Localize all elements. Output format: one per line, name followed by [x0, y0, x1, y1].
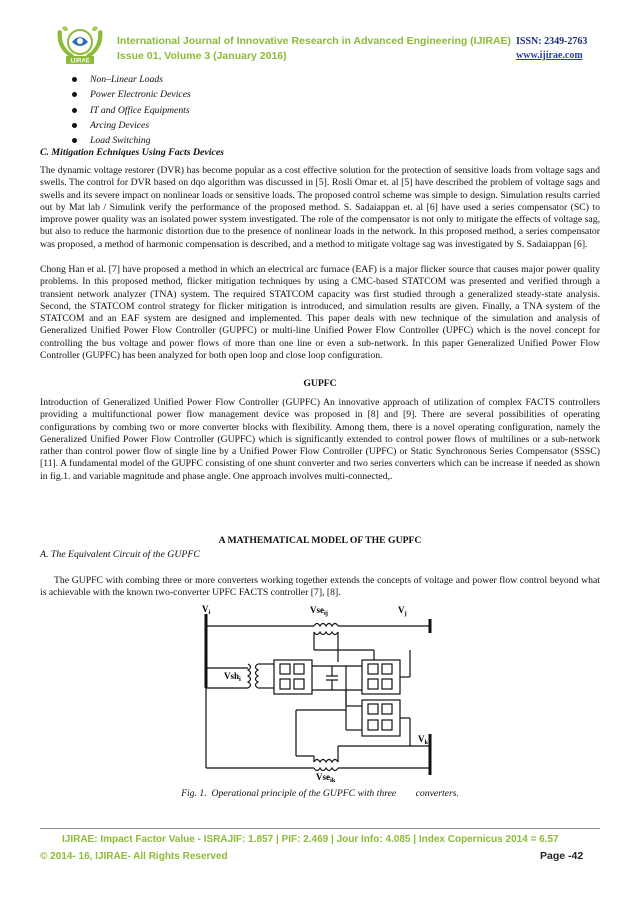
mathematical-model-heading: A MATHEMATICAL MODEL OF THE GUPFC: [218, 535, 422, 546]
gupfc-circuit-diagram: [196, 602, 446, 784]
list-item: IT and Office Equipments: [72, 103, 191, 118]
journal-logo: [52, 22, 108, 66]
list-item: Power Electronic Devices: [72, 87, 191, 102]
figure-caption: Fig. 1. Operational principle of the GUPFC with three converters.: [181, 788, 459, 799]
label-vk: $V_k$: [418, 734, 429, 746]
label-vsh: Vsh$_i$: [224, 671, 241, 683]
disturbance-sources-list: [72, 72, 191, 148]
paragraph-equivalent-circuit: The GUPFC with combing three or more converters working together extends the concepts of voltage and power flow control beyond what is achievable with the known two-converter UPFC FACTS controller [7], [8].: [40, 575, 600, 599]
paragraph-chong-han: Chong Han et al. [7] have proposed a method in which an electrical arc furnace (EAF) is a major flicker source that causes major power quality problems. In this proposed method, flicker mitigation techniques by using a CMC-based STATCOM was presented and verified through a transient network analyzer (TNA) system. The required STATCOM capacity was first studied through a generalized steady-state analysis. Second, the STATCOM control strategy for flicker mitigation is introduced, and simulation results are given. Finally, a TNA system of the STATCOM and an EAF system are designed and implemented. This paper deals with new technique of the simulation and analysis of Generalized Unified Power Flow Controller (GUPFC) or multi-line Unified Power Flow Controller (UPFC) which is the novel concept for controlling the bus voltage and power flows of more than one line or even a sub-network. In this paper Generalized Unified Power Flow Controller (GUPFC) has been analyzed for both open loop and close loop configuration.: [40, 264, 600, 362]
footer-divider: [40, 828, 600, 829]
label-vse-ij: Vse$_{ij}$: [310, 605, 328, 617]
label-vse-ik: Vse$_{ik}$: [316, 772, 336, 784]
paragraph-dvr: The dynamic voltage restorer (DVR) has become popular as a cost effective solution for the protection of sensitive loads from voltage sags and swells. The control for DVR based on dqo algorithm was discussed in [5]. Rosli Omar et. al [5] have described the problem of voltage sags and swells and its severe impact on nonlinear loads or sensitive loads. The proposed control scheme was simple to design. Simulation results carried out by Mat lab / Simulink verify the performance of the proposed method. S. Sadaiappan et. al [6] have used a series compensator (SC) to improve power quality was an isolated power system investigated. The role of the compensator is not only to mitigate the effects of voltage sag, but also to reduce the harmonic distortion due to the presence of nonlinear loads in the network. In this proposed method, a series compensator was proposed, a method of harmonic compensation is described, and a method to mitigate voltage sag was investigated by S. Sadaiappan [6].: [40, 165, 600, 250]
journal-title: International Journal of Innovative Research in Advanced Engineering (IJIRAE): [117, 35, 512, 47]
gupfc-heading: GUPFC: [303, 378, 337, 389]
svg-text:IJIRAE: IJIRAE: [70, 58, 90, 65]
label-vi: $V_i$: [202, 604, 211, 616]
page-number: Page -42: [540, 850, 584, 862]
impact-factor-line: IJIRAE: Impact Factor Value - ISRAJIF: 1.857 | PIF: 2.469 | Jour Info: 4.085 | Index Copernicus 2014 = 6.57: [62, 834, 559, 845]
paragraph-gupfc-intro: Introduction of Generalized Unified Power Flow Controller (GUPFC) An innovative approach of utilization of complex FACTS controllers providing a multifunctional power flow management device was proposed in [8] and [9]. There are several possibilities of operating configurations by combing two or more converter blocks with flexibility. Among them, there is a novel operating configuration, namely the Generalized Unified Power Flow Controller (GUPFC) which is significantly extended to control power flows of multilines or a sub-network rather than control power flow of single line by a Unified Power Flow Controller (UPFC) or Static Synchronous Series Compensator (SSSC) [11]. A fundamental model of the GUPFC consisting of one shunt converter and two series converters which can be increase if needed as shown in fig.1. and variable magnitude and phase angle. One approach involves multi-connected,.: [40, 397, 600, 482]
list-item: Arcing Devices: [72, 118, 191, 133]
section-c-heading: C. Mitigation Echniques Using Facts Devices: [40, 147, 224, 158]
label-vj: $V_j$: [398, 605, 407, 617]
copyright-notice: © 2014- 16, IJIRAE- All Rights Reserved: [40, 851, 228, 862]
issue-info: Issue 01, Volume 3 (January 2016): [117, 50, 287, 62]
list-item: Load Switching: [72, 133, 191, 148]
journal-url-link[interactable]: www.ijirae.com: [516, 50, 583, 61]
list-item: Non–Linear Loads: [72, 72, 191, 87]
subsection-a-heading: A. The Equivalent Circuit of the GUPFC: [40, 549, 200, 560]
issn: ISSN: 2349-2763: [516, 36, 588, 47]
